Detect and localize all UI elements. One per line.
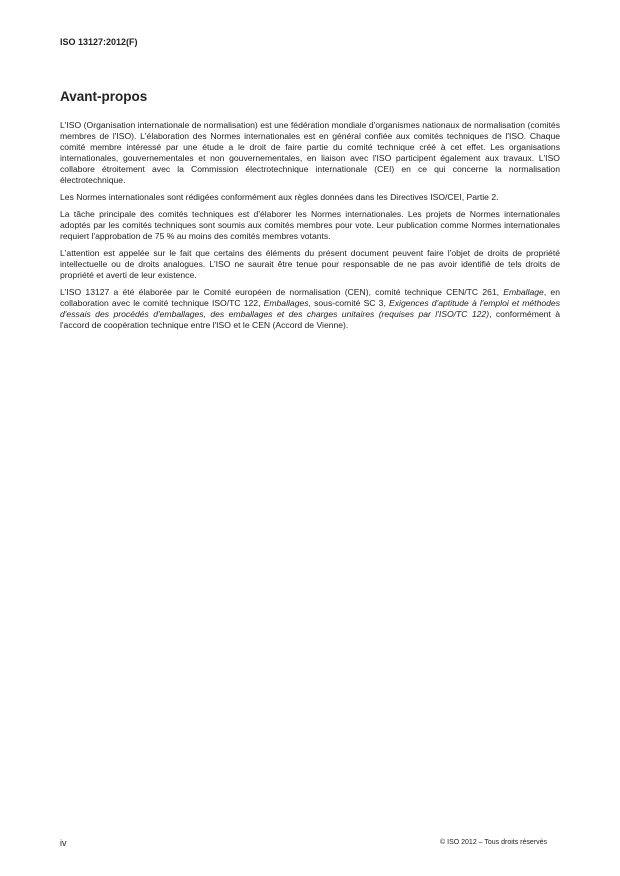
p5-text-e: , sous-comité SC 3,: [308, 298, 389, 308]
paragraph-2: Les Normes internationales sont rédigées conformément aux règles données dans les Directives ISO/CEI, Partie 2.: [60, 192, 499, 202]
document-id-header: ISO 13127:2012(F): [60, 37, 138, 47]
page-number: iv: [60, 838, 67, 848]
paragraph-4: L'attention est appelée sur le fait que certains des éléments du présent document peuvent faire l'objet de droits de propriété intellectuelle ou de droits analogues. L'ISO ne saurait être tenue pour responsable de ne pas avoir identifié de tels droits de propriété et averti de leur existence.: [60, 248, 560, 280]
foreword-body: [60, 120, 560, 337]
p5-sc-title: Exigences d'aptitude à l'emploi et méthodes d'essais des procédés d'emballages, des emballages et des charges unitaires (requises par l'ISO/TC 122): [60, 298, 560, 319]
paragraph-1: L'ISO (Organisation internationale de normalisation) est une fédération mondiale d'organismes nationaux de normalisation (comités membres de l'ISO). L'élaboration des Normes internationales est en général confiée aux comités techniques de l'ISO. Chaque comité membre intéressé par une étude a le droit de faire partie du comité technique créé à cet effet. Les organisations internationales, gouvernementales et non gouvernementales, en liaison avec l'ISO participent également aux travaux. L'ISO collabore étroitement avec la Commission électrotechnique internationale (CEI) en ce qui concerne la normalisation électrotechnique.: [60, 120, 560, 185]
p5-text-c: , en collaboration avec le comité technique ISO/TC 122,: [60, 287, 560, 308]
p5-text-g: , conformément à l'accord de coopération technique entre l'ISO et le CEN (Accord de Vienne).: [60, 309, 560, 330]
copyright-notice: © ISO 2012 – Tous droits réservés: [440, 839, 547, 846]
p5-text-a: L'ISO 13127 a été élaborée par le Comité européen de normalisation (CEN), comité technique CEN/TC 261,: [60, 287, 504, 297]
p5-committee-title: Emballage: [503, 287, 544, 297]
p5-tc-title: Emballages: [263, 298, 309, 308]
paragraph-5: [60, 287, 560, 331]
paragraph-3: La tâche principale des comités techniques est d'élaborer les Normes internationales. Les projets de Normes internationales adoptés par les comités techniques sont soumis aux comités membres pour vote. Leur publication comme Normes internationales requiert l'approbation de 75 % au moins des comités membres votants.: [60, 209, 560, 241]
page-title: Avant-propos: [60, 89, 148, 104]
